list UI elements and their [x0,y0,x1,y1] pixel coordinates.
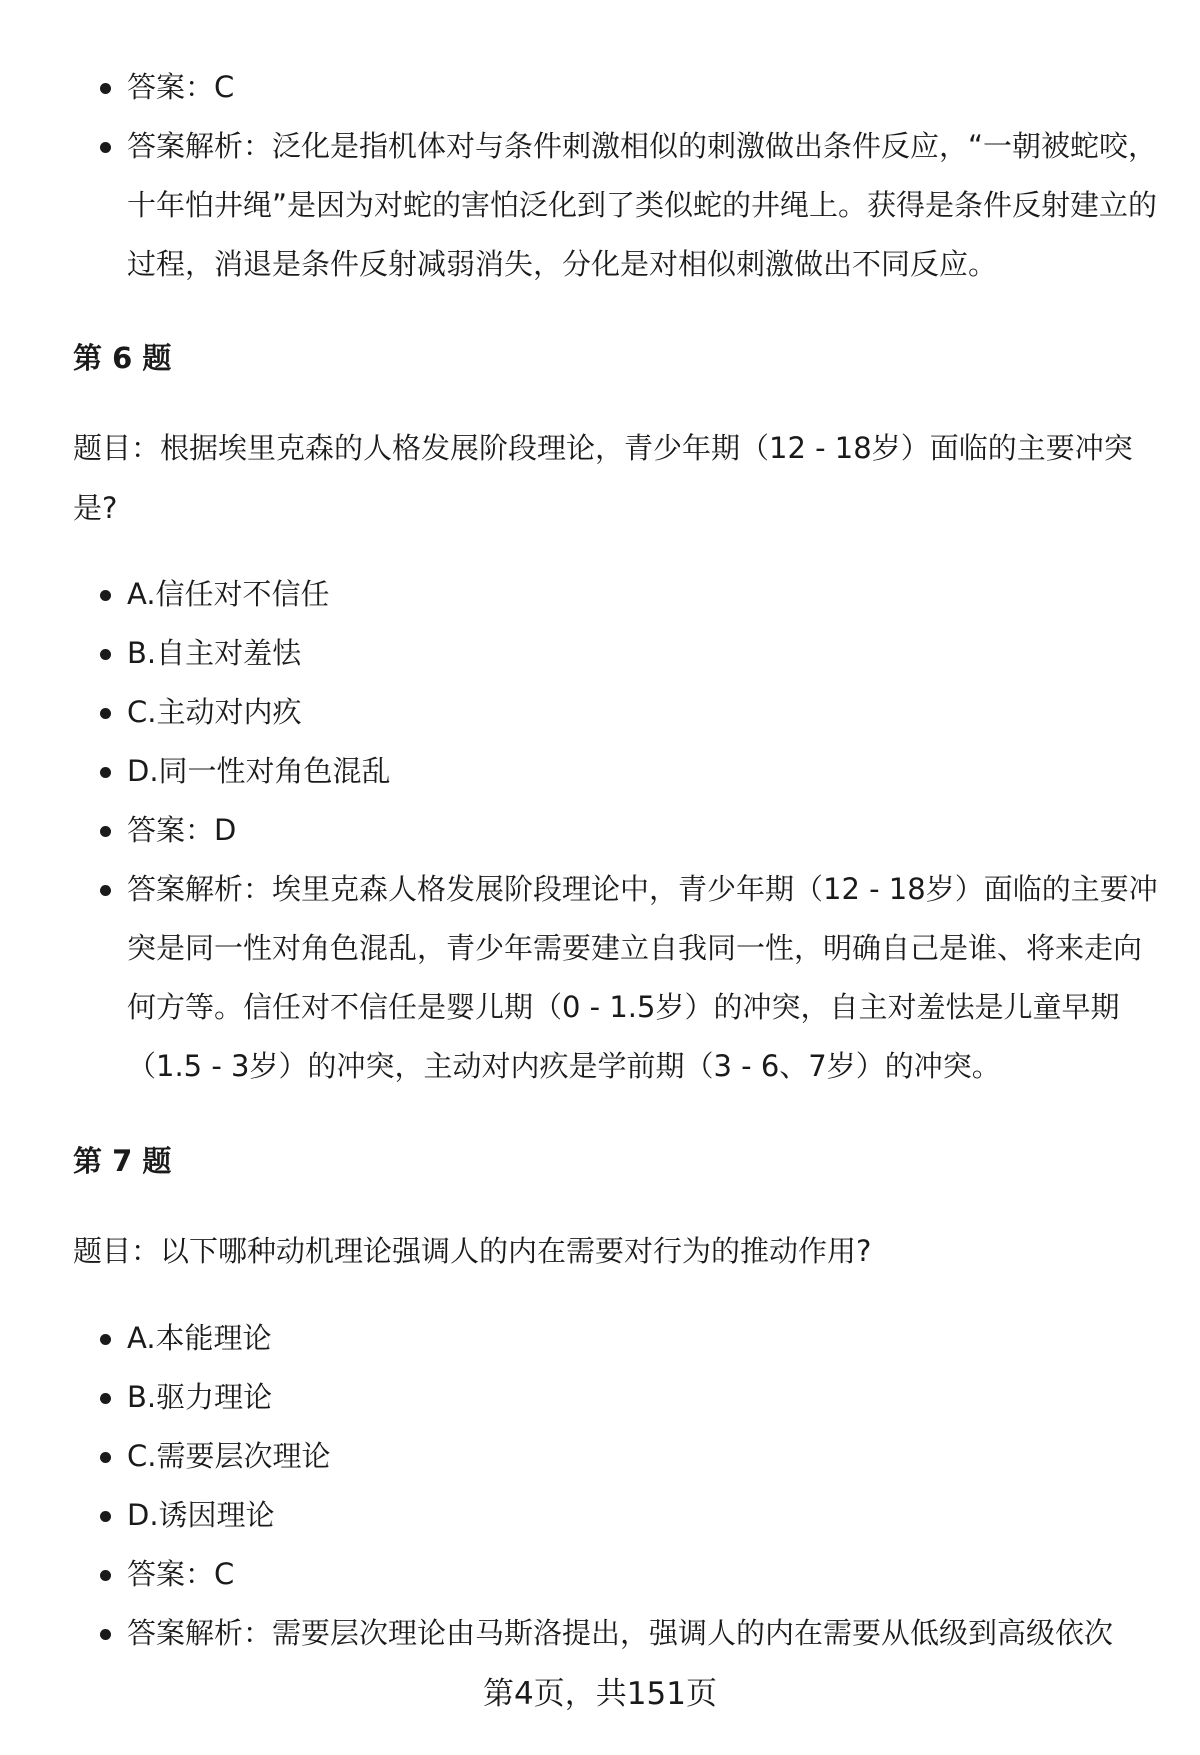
q6-explanation: 答案解析：埃里克森人格发展阶段理论中，青少年期（12 - 18岁）面临的主要冲突是同一性对角色混乱，青少年需要建立自我同一性，明确自己是谁、将来走向何方等。信任对不信任是婴儿期（0 - 1.5岁）的冲突，自主对羞怯是儿童早期（1.5 - 3岁）的冲突，主动对内疚是学前期（3 - 6、7岁）的冲突。 [73,860,1163,1096]
q7-heading: 第 7 题 [73,1144,172,1178]
q7-explanation: 答案解析：需要层次理论由马斯洛提出，强调人的内在需要从低级到高级依次 [73,1604,1163,1663]
q5-bullet-list [73,58,1163,294]
q7-option-c: C.需要层次理论 [73,1427,1163,1486]
q7-option-d: D.诱因理论 [73,1486,1163,1545]
q6-option-d: D.同一性对角色混乱 [73,742,1163,801]
q7-option-b: B.驱力理论 [73,1368,1163,1427]
q7-option-a: A.本能理论 [73,1309,1163,1368]
q5-explanation: 答案解析：泛化是指机体对与条件刺激相似的刺激做出条件反应，“一朝被蛇咬，十年怕井绳”是因为对蛇的害怕泛化到了类似蛇的井绳上。获得是条件反射建立的过程，消退是条件反射减弱消失，分化是对相似刺激做出不同反应。 [73,117,1163,294]
q6-heading: 第 6 题 [73,341,172,375]
q6-question: 题目：根据埃里克森的人格发展阶段理论，青少年期（12 - 18岁）面临的主要冲突是? [73,431,1133,525]
q6-option-a: A.信任对不信任 [73,565,1163,624]
q7-bullet-list [73,1309,1163,1663]
q6-option-b: B.自主对羞怯 [73,624,1163,683]
q5-answer: 答案：C [73,58,1163,117]
page-footer: 第4页，共151页 [483,1676,717,1712]
q7-question: 题目：以下哪种动机理论强调人的内在需要对行为的推动作用? [73,1234,872,1268]
q7-answer: 答案：C [73,1545,1163,1604]
q6-option-c: C.主动对内疚 [73,683,1163,742]
q6-answer: 答案：D [73,801,1163,860]
q6-bullet-list [73,565,1163,1096]
